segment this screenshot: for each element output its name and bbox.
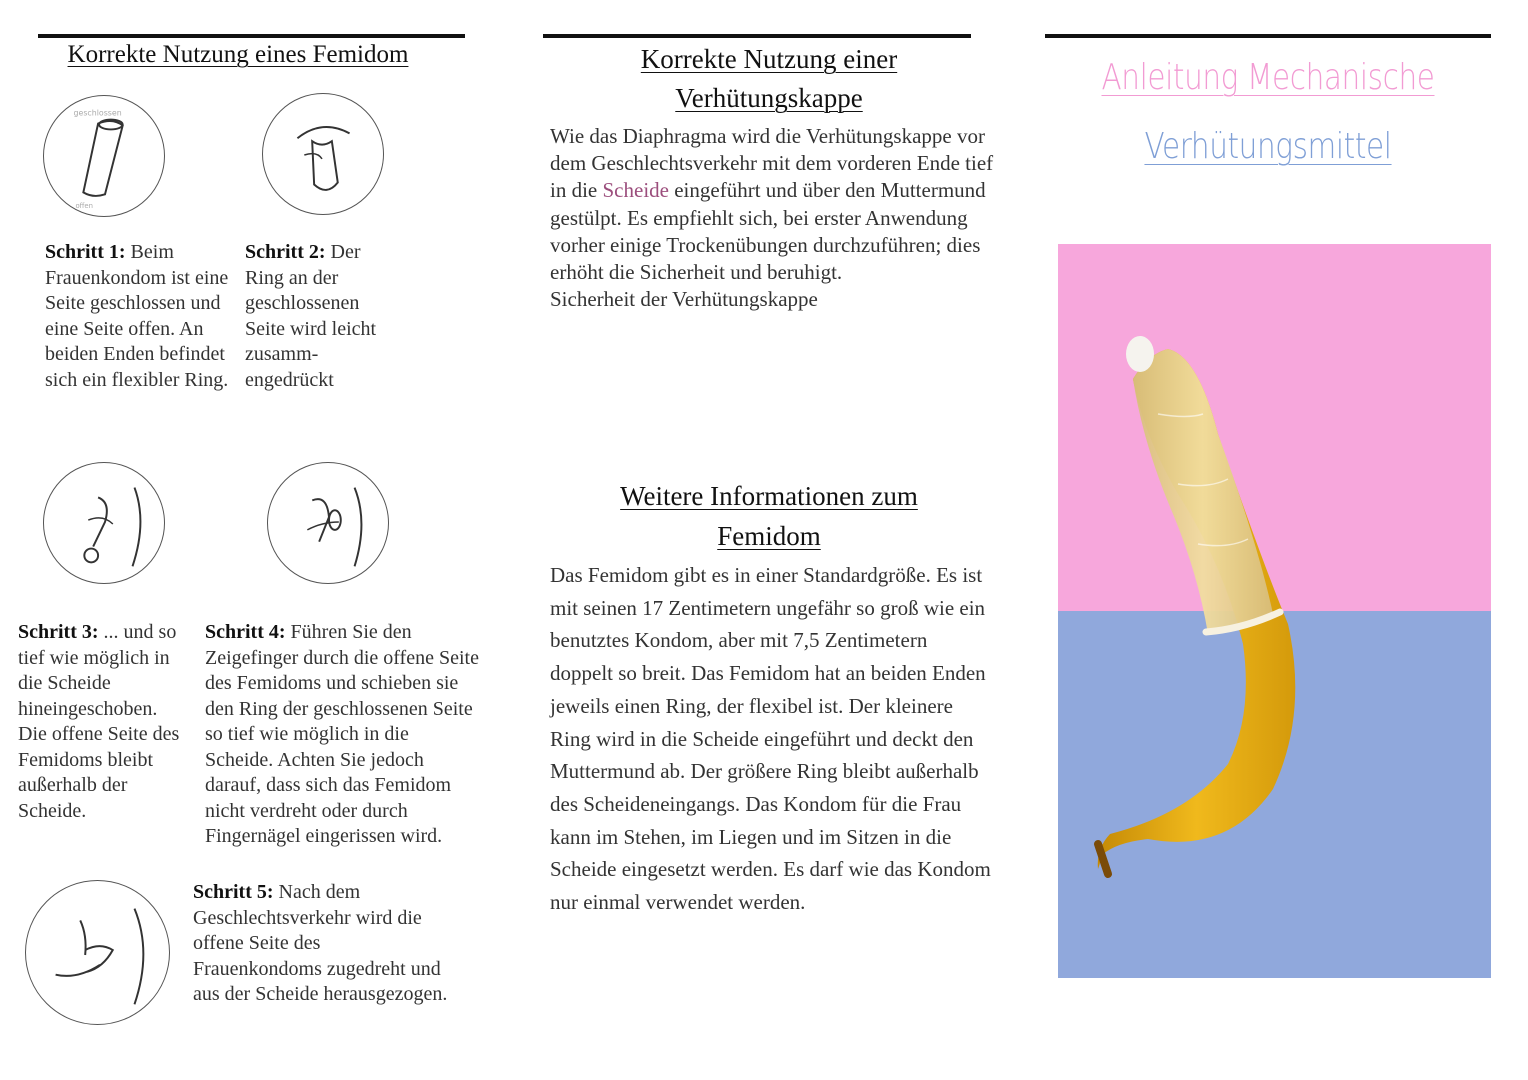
- cap-usage-title-line2: Verhütungskappe: [675, 83, 863, 113]
- cap-paragraph-part1: Wie das Diaphragma wird die Verhütungskappe vor dem Geschlechtsverkehr mit dem vorderen Ende tief in die: [550, 124, 994, 203]
- step3-label: Schritt 3:: [18, 621, 99, 643]
- femidom-info-title-line1: Weitere Informationen zum: [620, 481, 918, 511]
- step2-text: [245, 240, 395, 393]
- leaflet-title-line2: Verhütungsmittel: [1144, 126, 1392, 167]
- fig1-label-bottom: offen: [75, 202, 94, 211]
- step3-illustration: [43, 462, 165, 584]
- fig1-label-top: geschlossen: [73, 108, 122, 118]
- step5-text: [193, 880, 453, 1008]
- step2-illustration: [262, 93, 384, 215]
- step3-body: ... und so tief wie möglich in die Scheide hineingeschoben. Die offene Seite des Femidoms bleibt außerhalb der Scheide.: [18, 621, 180, 822]
- step5-illustration: [25, 880, 170, 1025]
- step1-text: [45, 240, 235, 393]
- step4-label: Schritt 4:: [205, 621, 286, 643]
- cap-usage-paragraph: [550, 123, 1000, 313]
- top-rule-3: [1045, 34, 1491, 38]
- step4-text: [205, 620, 480, 850]
- step1-label: Schritt 1:: [45, 241, 126, 263]
- step1-body: Beim Frauenkondom ist eine Seite geschlossen und eine Seite offen. An beiden Enden befindet sich ein flexibler Ring.: [45, 241, 229, 391]
- cap-usage-title-line1: Korrekte Nutzung einer: [640, 44, 898, 74]
- femidom-usage-title: Korrekte Nutzung eines Femidom: [67, 41, 409, 68]
- top-rule-2: [543, 34, 971, 38]
- step5-label: Schritt 5:: [193, 881, 274, 903]
- step3-text: [18, 620, 188, 824]
- banana-condom-image: [1058, 244, 1491, 978]
- step1-illustration: [43, 95, 165, 217]
- step5-body: Nach dem Geschlechtsverkehr wird die offene Seite des Frauenkondoms zugedreht und aus der Scheide herausgezogen.: [193, 881, 448, 1005]
- banana-icon: [1058, 244, 1491, 978]
- cap-paragraph-part2: eingeführt und über den Muttermund gestülpt. Es empfiehlt sich, bei erster Anwendung vorher einige Trockenübungen durchzuführen; dies erhöht die Sicherheit und beruhigt.: [550, 178, 986, 285]
- step4-body: Führen Sie den Zeigefinger durch die offene Seite des Femidoms und schieben sie den Ring der geschlossenen Seite so tief wie möglich in die Scheide. Achten Sie jedoch darauf, dass sich das Femidom nicht verdreht oder durch Fingernägel eingerissen wird.: [205, 621, 479, 847]
- cap-safety-line: Sicherheit der Verhütungskappe: [550, 287, 818, 312]
- leaflet-title-line1: Anleitung Mechanische: [1101, 57, 1435, 98]
- step4-illustration: [267, 462, 389, 584]
- top-rule-1: [38, 34, 465, 38]
- cap-paragraph-highlight: Scheide: [602, 178, 669, 203]
- step2-body: Der Ring an der geschlossenen Seite wird leicht zusamm-engedrückt: [245, 241, 377, 391]
- femidom-info-paragraph: Das Femidom gibt es in einer Standardgröße. Es ist mit seinen 17 Zentimetern ungefähr so groß wie ein benutztes Kondom, aber mit 7,5 Zentimetern doppelt so breit. Das Femidom hat an beiden Enden jeweils einen Ring, der flexibel ist. Der kleinere Ring wird in die Scheide eingeführt und deckt den Muttermund ab. Der größere Ring bleibt außerhalb des Scheideneingangs. Das Kondom für die Frau kann im Stehen, im Liegen und im Sitzen in die Scheide eingesetzt werden. Es darf wie das Kondom nur einmal verwendet werden.: [550, 563, 991, 915]
- step2-label: Schritt 2:: [245, 241, 326, 263]
- femidom-info-title-line2: Femidom: [717, 521, 821, 551]
